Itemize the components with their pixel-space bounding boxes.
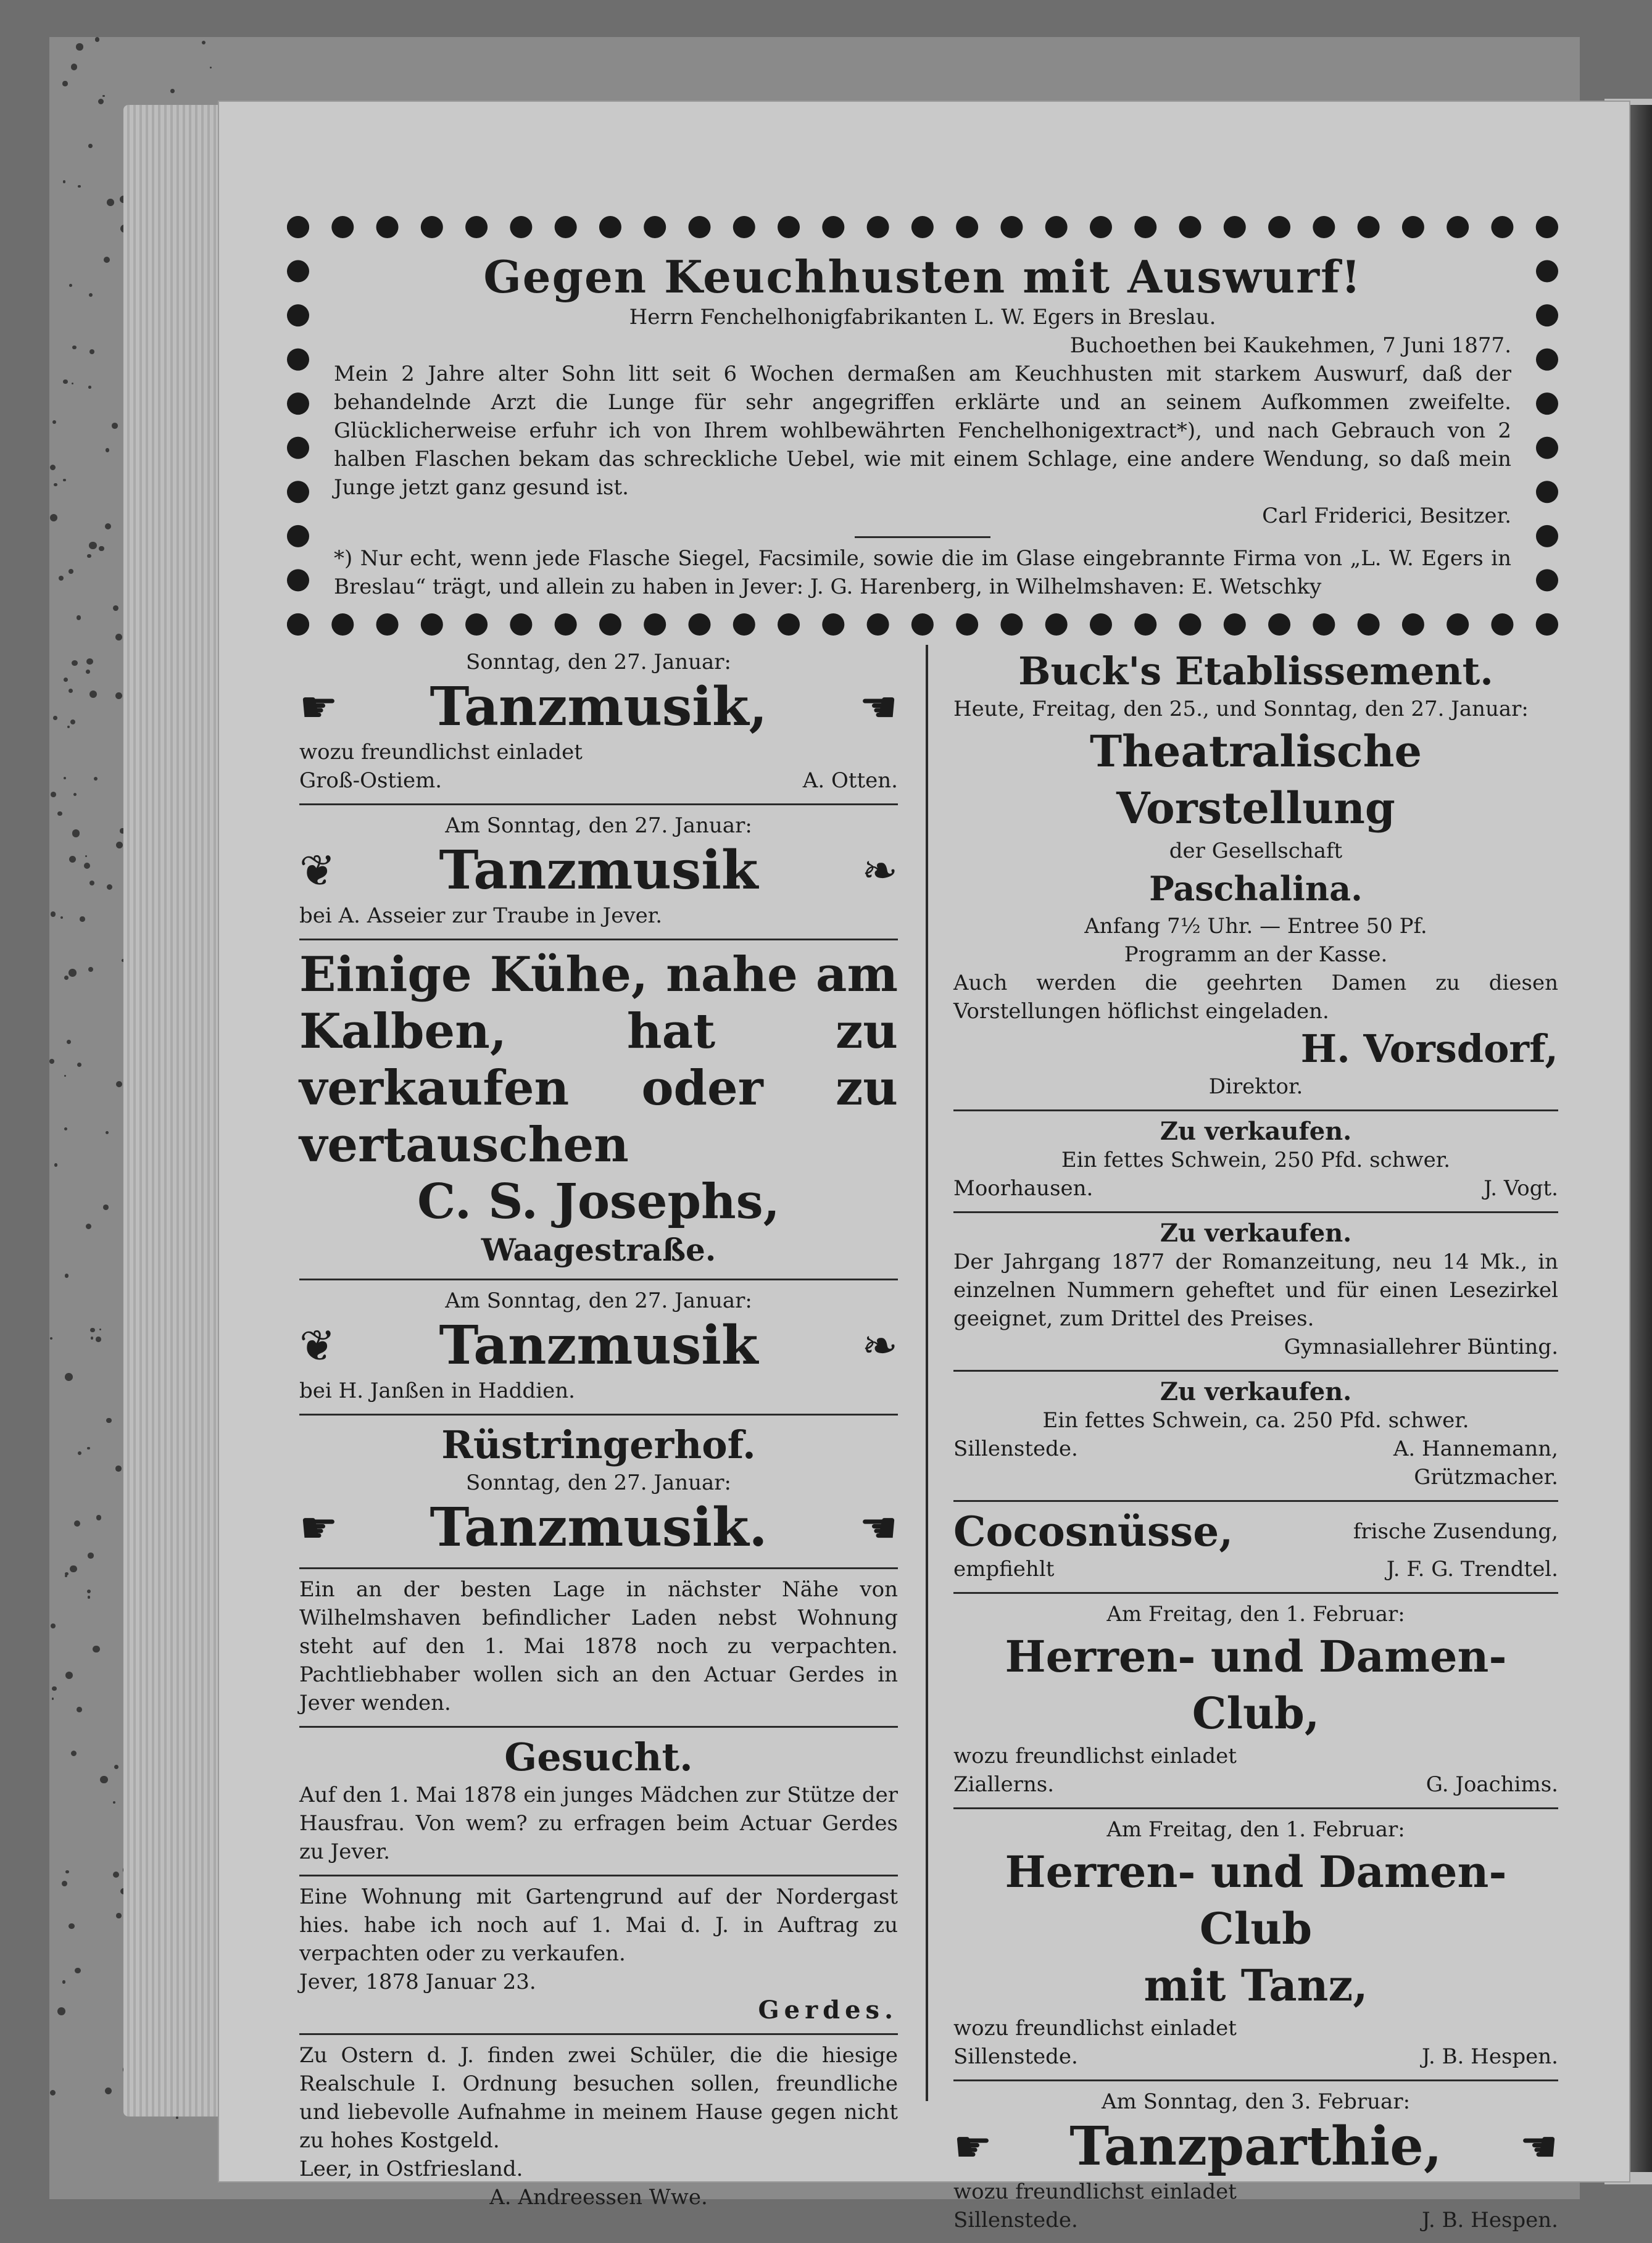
ad-place: Sillenstede. <box>953 1437 1078 1461</box>
board-speck <box>53 716 57 720</box>
board-speck <box>102 95 105 97</box>
ad-sub: frische Zusendung, <box>1353 1519 1558 1544</box>
board-speck <box>67 1040 71 1044</box>
ad-headline: Cocosnüsse, <box>953 1507 1234 1556</box>
board-speck <box>70 1565 77 1573</box>
board-speck <box>87 1590 91 1593</box>
ad-sub: der Gesellschaft <box>1169 839 1343 863</box>
ad-date: Am Sonntag, den 3. Februar: <box>1101 2089 1411 2114</box>
board-speck <box>68 1923 75 1930</box>
pointing-hand-right-icon: ☛ <box>299 682 338 732</box>
board-speck <box>54 1163 58 1167</box>
headline-row <box>299 1315 898 1377</box>
board-speck <box>63 379 68 384</box>
ad-name: A. Andreessen Wwe. <box>489 2185 708 2210</box>
left-column <box>299 642 898 2220</box>
ad-place: Ziallerns. <box>953 1772 1055 1797</box>
tanzmusik-janssen-ad <box>299 1280 898 1416</box>
board-speck <box>105 2088 112 2094</box>
board-speck <box>70 719 75 724</box>
board-speck <box>64 1075 66 1077</box>
board-speck <box>88 967 93 972</box>
board-speck <box>88 1553 93 1558</box>
board-speck <box>50 2090 56 2096</box>
ad-name: J. B. Hespen. <box>1421 2044 1558 2069</box>
board-speck <box>77 1063 81 1067</box>
board-speck <box>91 1337 93 1339</box>
board-speck <box>116 1913 122 1918</box>
ad-name: J. B. Hespen. <box>1421 2208 1558 2233</box>
ad-headline: Zu verkaufen. <box>1160 1219 1352 1248</box>
ad-venue: Buck's Etablissement. <box>1018 649 1493 694</box>
board-speck <box>104 257 110 263</box>
ad-place-date: Jever, 1878 Januar 23. <box>299 1970 536 1994</box>
ad-title: Direktor. <box>1208 1074 1303 1099</box>
board-speck <box>69 856 76 863</box>
ad-footer <box>953 1174 1558 1203</box>
ad-name: J. F. G. Trendtel. <box>1386 1557 1558 1582</box>
board-speck <box>96 1515 101 1520</box>
board-speck <box>71 64 77 70</box>
board-speck <box>72 660 77 666</box>
board-speck <box>50 465 56 470</box>
board-speck <box>88 386 91 388</box>
board-speck <box>89 349 94 354</box>
board-speck <box>94 777 98 781</box>
ad-headline: Gesucht. <box>504 1735 693 1780</box>
headline-row <box>953 2116 1558 2178</box>
ad-lead: empfiehlt <box>953 1557 1055 1582</box>
ad-footer <box>953 1435 1558 1463</box>
ad-addressee: Herrn Fenchelhonigfabrikanten L. W. Egers in Breslau. <box>629 305 1216 330</box>
ad-name: J. Vogt. <box>1484 1176 1558 1201</box>
ad-body: Eine Wohnung mit Gartengrund auf der Nordergast hies. habe ich noch auf 1. Mai d. J. in Auftrag zu verpachten oder zu verkaufen. <box>299 1884 898 1966</box>
board-speck <box>64 976 68 980</box>
board-speck <box>115 692 122 699</box>
right-column <box>953 642 1558 2243</box>
board-speck <box>57 811 62 816</box>
board-speck <box>62 81 67 86</box>
headline-row <box>953 1508 1558 1555</box>
board-speck <box>51 1623 56 1628</box>
board-speck <box>89 293 93 297</box>
board-speck <box>76 43 83 50</box>
board-speck <box>77 615 81 620</box>
gesucht-ad <box>299 1728 898 1876</box>
board-speck <box>88 144 93 148</box>
headline-row <box>299 840 898 902</box>
board-speck <box>52 1686 56 1691</box>
tanzparthie-ad <box>953 2081 1558 2243</box>
ad-name: G. Joachims. <box>1426 1772 1558 1797</box>
board-speck <box>86 1224 91 1229</box>
ad-title: Gegen Keuchhusten mit Auswurf! <box>483 251 1362 303</box>
gutter-shadow <box>1629 105 1652 2172</box>
board-speck <box>84 863 90 869</box>
board-speck <box>54 483 57 487</box>
board-speck <box>64 777 66 779</box>
ad-invite: wozu freundlichst einladet <box>299 740 583 765</box>
board-speck <box>115 1466 121 1471</box>
board-speck <box>87 1447 90 1450</box>
board-speck <box>63 479 65 481</box>
board-speck <box>210 67 212 68</box>
board-speck <box>176 2117 178 2119</box>
board-speck <box>78 185 81 188</box>
ad-headline: Tanzmusik. <box>430 1496 768 1559</box>
ad-name: Gerdes. <box>758 1996 898 2025</box>
ad-street: Waagestraße. <box>481 1232 716 1268</box>
theater-ad <box>953 642 1558 1111</box>
board-speck <box>95 37 100 42</box>
board-speck <box>98 99 104 104</box>
ad-place: Moorhausen. <box>953 1176 1094 1201</box>
board-speck <box>88 1596 90 1598</box>
column-divider <box>926 645 928 2101</box>
headline-row <box>299 1497 898 1559</box>
ad-start: Anfang 7½ Uhr. — Entree 50 Pf. <box>1084 914 1427 939</box>
board-speck <box>65 1572 68 1576</box>
club-ziallerns-ad <box>953 1594 1558 1809</box>
board-speck <box>89 690 97 698</box>
board-speck <box>52 420 56 424</box>
board-speck <box>106 1418 112 1424</box>
board-speck <box>62 1980 65 1983</box>
ad-invite: wozu freundlichst einladet <box>953 1744 1237 1768</box>
ad-place: Sillenstede. <box>953 2044 1078 2069</box>
pointing-hand-left-icon: ☚ <box>1519 2121 1558 2172</box>
ad-headline: Herren- und Damen-Club <box>1005 1846 1507 1954</box>
board-speck <box>107 199 114 206</box>
board-speck <box>85 855 87 857</box>
ad-footer <box>953 2042 1558 2071</box>
board-speck <box>86 658 93 665</box>
board-speck <box>74 1520 80 1527</box>
ad-footer <box>953 1555 1558 1583</box>
ruestringerhof-ad <box>299 1416 898 1569</box>
ad-venue: Rüstringerhof. <box>441 1422 756 1467</box>
board-speck <box>69 284 72 287</box>
tanzmusik-otten-ad <box>299 642 898 805</box>
board-speck <box>65 1274 68 1277</box>
laden-ad <box>299 1569 898 1728</box>
wohnung-ad <box>299 1876 898 2035</box>
board-speck <box>60 916 63 919</box>
ad-name: C. S. Josephs, <box>417 1174 780 1230</box>
board-speck <box>68 969 77 977</box>
ad-line: bei H. Janßen in Haddien. <box>299 1379 575 1403</box>
board-speck <box>103 1204 109 1210</box>
board-speck <box>49 1059 54 1064</box>
ad-place: Groß-Ostiem. <box>299 768 442 793</box>
ad-headline: Tanzmusik, <box>430 676 768 738</box>
board-speck <box>113 1801 115 1804</box>
board-speck <box>114 1765 118 1769</box>
cocosnuesse-ad <box>953 1502 1558 1594</box>
board-speck <box>59 576 64 581</box>
pointing-hand-left-icon: ☚ <box>859 682 898 732</box>
ad-headline-2: mit Tanz, <box>1144 1960 1368 2011</box>
ad-name: A. Hannemann, <box>1393 1437 1558 1461</box>
board-speck <box>51 792 56 797</box>
pointing-hand-right-icon: ☛ <box>299 1503 338 1553</box>
ad-invite: wozu freundlichst einladet <box>953 2016 1237 2041</box>
ornament-left-icon: ❦ <box>299 1321 336 1371</box>
ad-body: Ein fettes Schwein, ca. 250 Pfd. schwer. <box>1042 1408 1469 1433</box>
board-speck <box>99 1329 102 1331</box>
ad-date: Am Sonntag, den 27. Januar: <box>445 1288 752 1313</box>
ad-body: Der Jahrgang 1877 der Romanzeitung, neu 14 Mk., in einzelnen Nummern geheftet und für einen Lesezirkel geeignet, zum Drittel des Preises. <box>953 1250 1558 1331</box>
board-speck <box>86 670 90 674</box>
board-speck <box>65 1870 68 1873</box>
ad-name: Gymnasiallehrer Bünting. <box>1284 1335 1558 1359</box>
board-speck <box>77 1707 82 1712</box>
board-speck <box>65 1672 73 1679</box>
ad-headline: Zu verkaufen. <box>1160 1117 1352 1146</box>
schwein-vogt-ad <box>953 1111 1558 1213</box>
board-speck <box>80 916 85 922</box>
ad-headline: Theatralische Vorstellung <box>1089 726 1422 834</box>
ad-body: Auf den 1. Mai 1878 ein junges Mädchen zur Stütze der Hausfrau. Von wem? zu erfragen beim Actuar Gerdes zu Jever. <box>299 1783 898 1864</box>
board-speck <box>51 911 56 916</box>
board-speck <box>113 1872 119 1878</box>
board-speck <box>202 41 205 44</box>
ad-place: Sillenstede. <box>953 2208 1078 2233</box>
divider-line <box>855 536 990 538</box>
board-speck <box>90 1328 94 1332</box>
kuehe-ad <box>299 940 898 1280</box>
board-speck <box>50 1337 52 1340</box>
ad-body: Ein fettes Schwein, 250 Pfd. schwer. <box>1061 1148 1451 1172</box>
board-speck <box>112 423 118 429</box>
board-speck <box>71 1751 77 1757</box>
ad-body: Mein 2 Jahre alter Sohn litt seit 6 Wochen dermaßen am Keuchhusten mit starkem Auswurf, daß der behandelnde Arzt die Lunge für sehr angegriffen erklärte und an seinem Aufkommen zweifelte. Glücklicherweise erfuhr ich von Ihrem wohlbewährten Fenchelhonigextract*), und nach Gebrauch von 2 halben Flaschen bekam das schreckliche Uebel, wie mit einem Schlage, eine andere Wendung, so daß mein Junge jetzt ganz gesund ist. <box>334 362 1511 500</box>
ad-date: Sonntag, den 27. Januar: <box>465 1470 731 1495</box>
board-speck <box>116 1081 122 1087</box>
ad-footer <box>953 2206 1558 2234</box>
board-speck <box>65 1373 73 1381</box>
ad-signature: Carl Friderici, Besitzer. <box>1262 504 1511 528</box>
schwein-hannemann-ad <box>953 1372 1558 1502</box>
board-speck <box>63 180 66 183</box>
ad-program: Programm an der Kasse. <box>1124 942 1388 967</box>
page-edges <box>123 105 222 2117</box>
pointing-hand-right-icon: ☛ <box>953 2121 992 2172</box>
ad-name: A. Otten. <box>802 768 898 793</box>
board-speck <box>170 89 174 93</box>
ad-title: Grützmacher. <box>1414 1465 1558 1490</box>
board-speck <box>89 542 96 549</box>
board-speck <box>96 1337 101 1341</box>
pointing-hand-left-icon: ☚ <box>859 1503 898 1553</box>
board-speck <box>50 514 57 521</box>
ad-date: Sonntag, den 27. Januar: <box>465 650 731 674</box>
board-speck <box>87 554 91 558</box>
ad-headline: Zu verkaufen. <box>1160 1377 1352 1406</box>
ad-headline: Herren- und Damen-Club, <box>1005 1631 1507 1739</box>
ornament-right-icon: ❧ <box>861 1321 898 1371</box>
board-speck <box>72 346 76 349</box>
romanzeitung-ad <box>953 1213 1558 1372</box>
ad-footnote: *) Nur echt, wenn jede Flasche Siegel, Facsimile, sowie die im Glase eingebrannte Firma von „L. W. Egers in Breslau“ trägt, und allein zu haben in Jever: J. G. Harenberg, in Wilhelmshaven: E. Wetschky <box>334 546 1511 599</box>
schueler-ad <box>299 2035 898 2220</box>
board-speck <box>107 884 113 890</box>
board-speck <box>106 448 109 452</box>
ornament-left-icon: ❦ <box>299 845 336 896</box>
headline-row <box>299 676 898 738</box>
ad-invite: wozu freundlichst einladet <box>953 2179 1237 2204</box>
board-speck <box>115 634 122 641</box>
board-speck <box>72 383 73 384</box>
board-speck <box>64 1127 67 1130</box>
ad-place-date: Buchoethen bei Kaukehmen, 7 Juni 1877. <box>1069 333 1511 358</box>
ad-headline: Tanzparthie, <box>1069 2115 1442 2178</box>
ad-footer <box>299 766 898 795</box>
board-speck <box>73 793 77 797</box>
board-speck <box>62 1881 67 1886</box>
keuchhusten-ad <box>287 216 1558 636</box>
ad-date: Am Freitag, den 1. Februar: <box>1106 1602 1405 1627</box>
ad-body: Ein an der besten Lage in nächster Nähe von Wilhelmshaven befindlicher Laden nebst Wohnung steht auf den 1. Mai 1878 noch zu verpachten. Pachtliebhaber wollen sich an den Actuar Gerdes in Jever wenden. <box>299 1577 898 1715</box>
board-speck <box>72 829 80 837</box>
board-speck <box>106 1131 109 1134</box>
board-speck <box>68 689 73 693</box>
ad-note: Auch werden die geehrten Damen zu diesen Vorstellungen höflichst eingeladen. <box>953 971 1558 1024</box>
ad-headline: Tanzmusik <box>439 839 758 902</box>
ad-line: bei A. Asseier zur Traube in Jever. <box>299 903 663 928</box>
ad-name: H. Vorsdorf, <box>1300 1026 1558 1071</box>
ad-body: Einige Kühe, nahe am Kalben, hat zu verkaufen oder zu vertauschen <box>299 947 898 1173</box>
board-speck <box>116 842 123 848</box>
board-speck <box>93 1646 100 1653</box>
ad-place: Leer, in Ostfriesland. <box>299 2157 523 2181</box>
ad-company: Paschalina. <box>1149 869 1363 908</box>
board-speck <box>89 881 94 885</box>
ad-date: Am Freitag, den 1. Februar: <box>1106 1817 1405 1842</box>
tanzmusik-asseier-ad <box>299 805 898 940</box>
ad-footer <box>953 1770 1558 1799</box>
ad-headline: Tanzmusik <box>439 1314 758 1377</box>
club-sillenstede-ad <box>953 1809 1558 2081</box>
board-speck <box>57 2007 65 2015</box>
board-speck <box>67 726 70 728</box>
ad-body: Zu Ostern d. J. finden zwei Schüler, die die hiesige Realschule I. Ordnung besuchen sollen, freundliche und liebevolle Aufnahme in meinem Hause gegen nicht zu hohes Kostgeld. <box>299 2043 898 2153</box>
ornament-right-icon: ❧ <box>861 845 898 896</box>
ad-date: Heute, Freitag, den 25., und Sonntag, den 27. Januar: <box>953 697 1529 721</box>
board-speck <box>68 569 73 574</box>
board-speck <box>113 605 118 611</box>
board-speck <box>52 1698 54 1699</box>
board-speck <box>105 523 111 529</box>
ad-date: Am Sonntag, den 27. Januar: <box>445 813 752 838</box>
board-speck <box>78 1451 81 1455</box>
board-speck <box>75 1968 80 1973</box>
board-speck <box>100 1776 108 1784</box>
board-speck <box>99 546 104 551</box>
board-speck <box>64 678 68 682</box>
